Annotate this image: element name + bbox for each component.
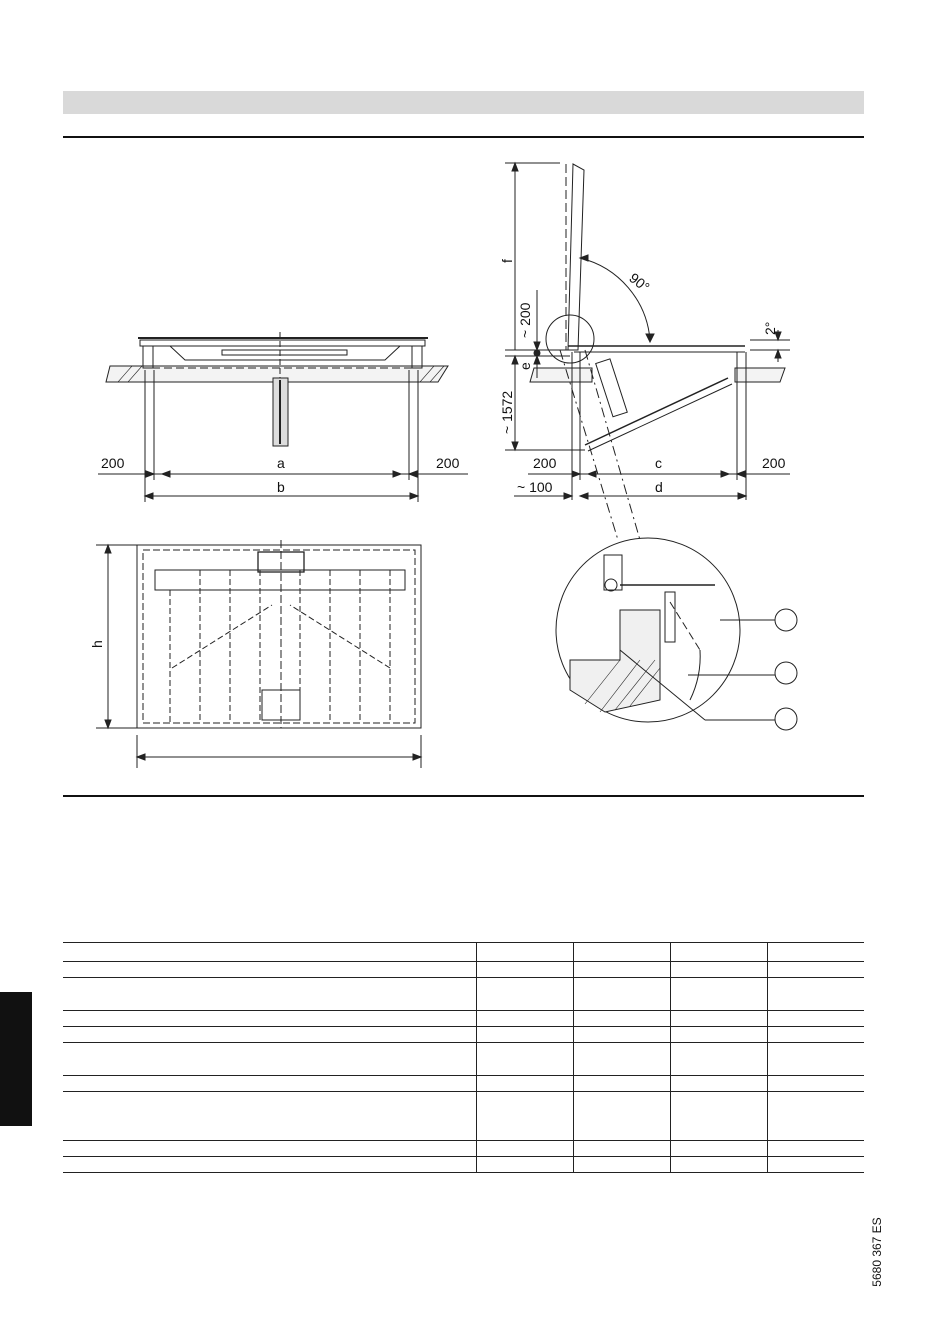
front-right-clearance: 200: [436, 455, 460, 471]
table-row: [63, 1092, 864, 1141]
front-elevation: [98, 332, 468, 502]
front-left-clearance: 200: [101, 455, 125, 471]
side-slope-angle: 2°: [762, 321, 778, 335]
spec-table: [63, 942, 864, 1173]
table-row: [63, 943, 864, 962]
front-width-b: b: [277, 479, 285, 495]
side-frame-height-e: e: [517, 362, 533, 370]
table-row: [63, 1027, 864, 1043]
side-open-height-f: f: [499, 259, 515, 263]
chapter-tab: [0, 992, 32, 1126]
side-left-clearance: 200: [533, 455, 557, 471]
side-length-c: c: [655, 455, 662, 471]
side-ladder-depth: ~ 1572: [499, 390, 515, 434]
document-number: [862, 1210, 892, 1300]
side-length-d: d: [655, 479, 663, 495]
document-number-text: 5680 367 ES: [870, 1217, 884, 1287]
section-header-band: [63, 91, 864, 114]
side-hinge-offset: ~ 200: [517, 302, 533, 338]
table-row: [63, 1043, 864, 1076]
table-row: [63, 1157, 864, 1173]
table-row: [63, 978, 864, 1011]
top-rule: [63, 136, 864, 138]
technical-drawing: [0, 140, 950, 790]
middle-rule: [63, 795, 864, 797]
plan-height-h: h: [89, 640, 105, 648]
side-open-angle: 90°: [626, 269, 653, 296]
table-row: [63, 1141, 864, 1157]
table-row: [63, 962, 864, 978]
side-right-clearance: 200: [762, 455, 786, 471]
side-hinge-gap: ~ 100: [517, 479, 553, 495]
plan-view: [96, 540, 421, 768]
front-width-a: a: [277, 455, 285, 471]
detail-view: [556, 538, 797, 730]
table-row: [63, 1011, 864, 1027]
table-row: [63, 1076, 864, 1092]
